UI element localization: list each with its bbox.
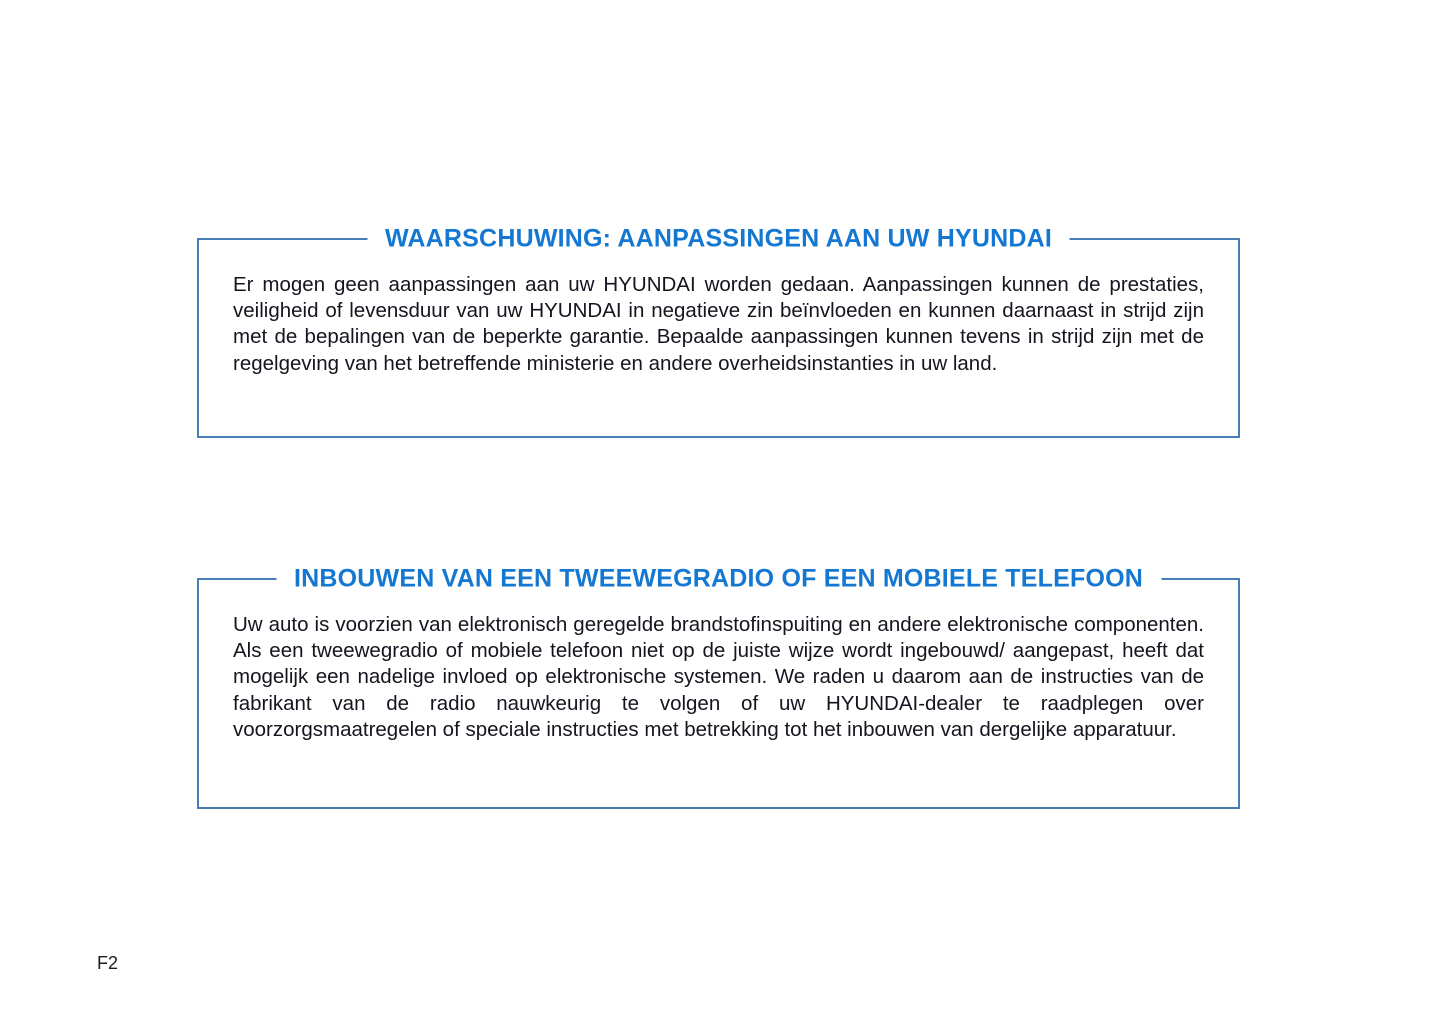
warning-box-modifications-body: Er mogen geen aanpassingen aan uw HYUNDAI worden gedaan. Aanpassingen kunnen de prestaties, veiligheid of levensduur van uw HYUNDAI in negatieve zin beïnvloeden en kunnen daarnaast in strijd zijn met de bepalingen van de beperkte garantie. Bepaalde aanpassingen kunnen tevens in strijd zijn met de regelgeving van het betreffende ministerie en andere overheidsinstanties in uw land. xyxy=(233,273,1204,375)
warning-box-modifications xyxy=(197,224,1240,438)
warning-box-radio-telephone xyxy=(197,564,1240,809)
warning-box-modifications-title: WAARSCHUWING: AANPASSINGEN AAN UW HYUNDAI xyxy=(367,224,1070,253)
warning-box-radio-telephone-body: Uw auto is voorzien van elektronisch geregelde brandstofinspuiting en andere elektronische componenten. Als een tweewegradio of mobiele telefoon niet op de juiste wijze wordt ingebouwd/ aangepast, heeft dat mogelijk een nadelige invloed op elektronische systemen. We raden u daarom aan de instructies van de fabrikant van de radio nauwkeurig te volgen of uw HYUNDAI-dealer te raadplegen over voorzorgsmaatregelen of speciale instructies met betrekking tot het inbouwen van dergelijke apparatuur. xyxy=(233,613,1204,741)
page-number: F2 xyxy=(97,953,119,973)
warning-box-radio-telephone-title: INBOUWEN VAN EEN TWEEWEGRADIO OF EEN MOBIELE TELEFOON xyxy=(276,564,1161,593)
